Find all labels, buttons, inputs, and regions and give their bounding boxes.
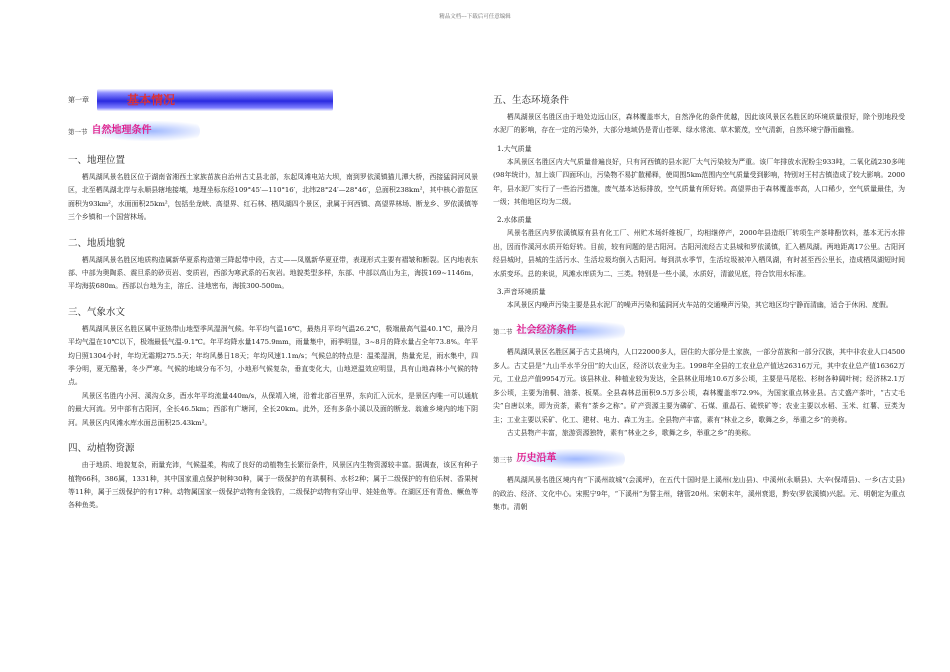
subheading-biota: 四、动植物资源 — [68, 443, 135, 455]
subheading-geology: 二、地质地貌 — [68, 237, 126, 249]
section-heading-1 — [68, 120, 478, 142]
chapter-banner — [97, 89, 333, 111]
paragraph-history: 栖凤湖风景名胜区境内有“下溪州故城”(会溪坪)，在五代十国时是上溪州(龙山县)、中溪州(永顺县)、大辛(保靖县)、一乡(古丈县)的政治、经济、文化中心。宋熙宁9年，“下溪州”为誓主州，辖管20州。宋朝末年，溪州衰退，黔安(罗依溪镇)兴起。元、明朝定为重点集市。清朝 — [493, 476, 905, 512]
section-heading-2 — [493, 320, 905, 342]
subheading-location: 一、地理位置 — [68, 155, 126, 166]
section-prefix: 第三节 — [493, 455, 513, 464]
paragraph-ecology: 栖凤湖景区名胜区由于地处边远山区，森林覆盖率大，自然净化的条件优越，因此该风景区名胜区的环境质量很好，除个别地段受水泥厂的影响，存在一定的污染外，大部分地域仍是青山苍翠、绿水常流、草木繁茂，空气清新，自然环境宁静而幽雅。 — [493, 113, 905, 135]
chapter-title: 基本情况 — [127, 93, 176, 107]
section-pill — [90, 121, 152, 141]
left-column — [68, 88, 478, 513]
minor-heading-water: 2.水体质量 — [497, 216, 532, 225]
paragraph-air: 本风景区名胜区内大气质量普遍良好，只有河西镇的县水泥厂大气污染较为严重。该厂年排放水泥粉尘933吨，二氧化硫230多吨(98年统计)，加上该厂四面环山，污染物不易扩散稀释，使周围5km范围内空气质量受到影响，特别对王村古镇造成了较大影响。2000年，县水泥厂实行了一些治污措施，废气基本达标排放，空气质量有所好转。高望界由于森林覆盖率高，人口稀少，空气质量最佳，为一级；其他地区均为二级。 — [493, 157, 905, 207]
paragraph-economy: 栖凤湖风景区名胜区属于古丈县境内，人口22000多人，居住的大部分是土家族，一部分苗族和一部分汉族，其中非农业人口4500多人。古丈县是“九山半水半分田”的大山区，经济以农业为主。1998年全县的工农业总产值达26316万元，其中农业总产值16362万元，工业总产值9954万元。该县林业、种植业较为发达，全县林业用地10.6万多公顷，主要是马尾松、杉树各种阔叶树；经济林2.1万多公顷，主要为油桐、油茶、板栗。全县森林总面积9.5万多公顷，森林覆盖率72.9%，为国家重点林业县。古丈盛产茶叶，“古丈毛尖”自唐以来，即为贡茶，素有“茶乡之称”。矿产资源主要为磷矿、石煤、重晶石、硫铁矿等；农业主要以水稻、玉米、红薯、豆类为主；工业主要以采矿、化工、建材、电力、森工为主。全县物产丰富，素有“林业之乡，歌舞之乡，举重之乡”的美称。 — [493, 348, 905, 424]
paragraph-noise: 本风景区内噪声污染主要是县水泥厂的噪声污染和猛洞河火车站的交通噪声污染，其它地区均宁静而清幽，适合于休闲、度假。 — [506, 301, 893, 310]
subheading-ecology: 五、生态环境条件 — [493, 95, 570, 106]
section-pill — [515, 321, 577, 341]
subheading-climate: 三、气象水文 — [68, 306, 126, 318]
paragraph-geology: 栖凤湖风景名胜区地质构造属新华夏系构造第三降起带中段，古丈——凤凰新华夏亚带，表现形式主要有褶皱和断裂。区内地表东部、中部为奥陶系、震旦系的砂页岩、变质岩，西部为寒武系的石灰岩。地貌类型多样，东部、中部以高山为主，海拔169~1146m，平均海拔680m。西部以台地为主，溶丘、洼地密布，海拔300-500m。 — [68, 255, 478, 291]
section-title: 社会经济条件 — [516, 325, 577, 337]
paragraph-water: 风景名胜区内罗依溪镇原有县有化工厂、州贮木场纤维板厂，均相继停产，2000年县造纸厂转项生产茶啡酚饮料，基本无污水排出，因而作溪河水质开始好转。目前，较有问题的是古阳河。古阳河流经古丈县城和罗依溪镇，汇入栖凤湖。两地距离17公里。古阳河经县城时，县城的生活污水、生活垃圾均倒入古阳河。每到洪水季节，生活垃圾被冲入栖凤湖，有时甚至西公里长，造成栖凤湖短时间水质变坏。总的来说，风滩水库质为二、三类。特别是一些小溪，水质好，清澈见底，符合饮用水标准。 — [493, 229, 905, 278]
paragraph-economy-summary: 古丈县物产丰富，旅游资源独特，素有“林业之乡，歌舞之乡，举重之乡”的美称。 — [506, 428, 756, 437]
paragraph-climate: 栖凤湖风景区名胜区属中亚热带山地型季风湿润气候。年平均气温16℃，最热月平均气温26.2℃，极端最高气温40.1℃，最冷月平均气温在10℃以下，极端最低气温-9.1℃。年平均降水量1475.9mm，雨量集中，雨季明显，3~8月的降水量占全年73.8%。年平均日照1304小时，年均无霜期275.5天；年均风暴日18天；年均风速1.1m/s；气候总的特点是：温柔湿润，热量充足，雨水集中，四季分明，夏无酷暑，冬少严寒。气候的地域分布不匀，小地形气候复杂，垂直变化大，山地逆温效应明显，具有山地森林小气候的特点。 — [68, 324, 478, 387]
section-title: 历史沿革 — [516, 453, 557, 465]
minor-heading-air: 1.大气质量 — [497, 144, 532, 153]
chapter-heading — [68, 88, 478, 112]
paragraph-biota: 由于地质、地貌复杂，雨量充沛，气候温柔，构成了良好的动植物生长繁衍条件，风景区内生物资源较丰富。据调查，该区有种子植物66科，386属，1331种，其中国家重点保护树种30种，属于一级保护的有珙桐科、水杉2种；属于二级保护的有伯乐树、香果树等11种，属于三级保护的有17种。动物属国家一级保护动物有金钱豹，二级保护动物有穿山甲、娃娃鱼等。在湖区还有青鱼、鳜鱼等各种鱼类。 — [68, 461, 478, 510]
section-prefix: 第二节 — [493, 327, 513, 336]
right-column — [493, 88, 905, 515]
header-note: 精品文档---下载后可任意编辑 — [439, 14, 511, 20]
section-title: 自然地理条件 — [91, 125, 152, 136]
section-prefix: 第一节 — [68, 127, 88, 136]
minor-heading-noise: 3.声音环境质量 — [497, 288, 546, 297]
paragraph-hydrology: 风景区名胜内小河、溪沟众多，酉水年平均流量440m/s，从保靖入境，沿着北部百里界，东向汇入沅水，是景区内唯一可以通航的最大河流。另中部有古阳河，全长46.5km；西部有广塘河，全长20km。此外，还有多条小溪以及面的断龙、翁逾乡境内的地下阴河。风景区内风滩水库水面总面积25.43km²。 — [68, 391, 478, 427]
paragraph-location: 栖凤湖风景名胜区位于湖南省湘西土家族苗族自治州古丈县北部，东起凤滩电站大坝，南到罗依溪镇猫儿潭大桥，西接猛洞河风景区，北至栖凤湖北岸与永顺县辖地接壤，地理坐标东经109°45′—110°16′，北纬28°24′—28°46′，总面积238km²，其中核心游览区面积为93km²，水面面积25km²，包括坐龙峡、高望界、红石林、栖凤湖四个景区，隶属于河西镇、高望界林场、断龙乡、罗依溪镇等三个乡镇和一个国营林场。 — [68, 173, 478, 222]
section-pill — [515, 449, 557, 469]
section-heading-3 — [493, 448, 905, 470]
chapter-prefix: 第一章 — [68, 96, 89, 104]
